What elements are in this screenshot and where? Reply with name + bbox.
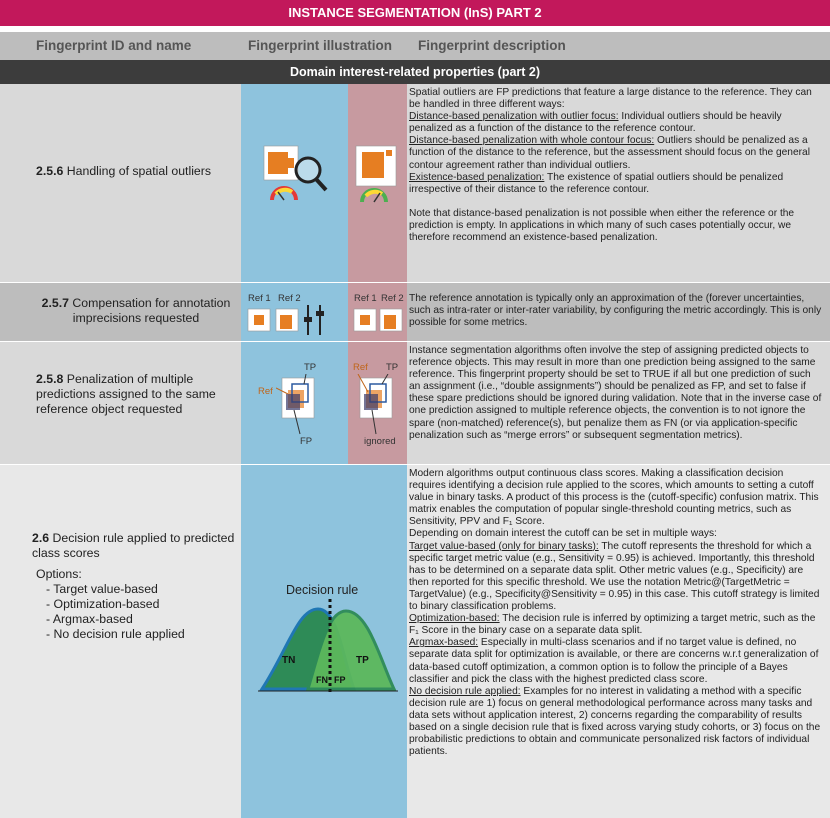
desc-option-4 [409, 686, 822, 759]
fingerprint-label: Penalization of multiple predictions assigned to the same reference object requested [36, 372, 216, 416]
row-2-6 [0, 465, 830, 818]
option-title: Argmax-based: [409, 637, 479, 649]
annotation-variability-illustration [246, 305, 346, 335]
option-title: Target value-based (only for binary tasks): [409, 540, 599, 552]
fingerprint-id: 2.5.8 [36, 372, 64, 386]
column-header [0, 32, 830, 60]
option-item: - Target value-based [46, 582, 158, 596]
decision-rule-illustration [258, 599, 398, 699]
fingerprint-id: 2.6 [32, 531, 50, 545]
fingerprint-id: 2.5.7 [41, 296, 69, 310]
row-2-5-7 [0, 283, 830, 341]
page-title: INSTANCE SEGMENTATION (InS) PART 2 [0, 0, 830, 26]
option-text: Examples for no interest in validating a method with a specific decision rule are 1) focus on general methodological performance across many tasks and data sets without application interest, 2) concerns regarding the comparability of results based on a single decision rule that is fixed across varying study cohorts, or 3) focus on the probabilistic predictions to obtain and communicate personalized risk factors of individual patients. [409, 685, 821, 758]
ref2-label: Ref 2 [278, 293, 301, 304]
desc-option-3 [409, 172, 822, 196]
option-item: - Optimization-based [46, 597, 160, 611]
option-text: Outliers should be penalized as a function of the distance to the reference, but the assessment should focus on the general contour agreement rather than individual outliers. [409, 135, 810, 171]
column-description-header: Fingerprint description [418, 38, 566, 53]
description-cell [407, 465, 830, 818]
option-item: - Argmax-based [46, 612, 133, 626]
options-list [32, 567, 237, 642]
desc-note: Note that distance-based penalization is not possible when either the reference or the prediction is empty. In applications in which many of such cases potentially occur, we therefore recommend an existence-based penalization. [409, 207, 795, 244]
description-cell [407, 84, 830, 282]
double-assignment-ignored-illustration [354, 374, 400, 436]
option-title: Existence-based penalization: [409, 171, 545, 183]
id-cell [0, 465, 241, 818]
tp-label: TP [386, 362, 399, 373]
id-cell [0, 84, 241, 282]
id-cell [0, 283, 241, 341]
fp-label: FP [300, 436, 313, 447]
fingerprint-label-cont: imprecisions requested [72, 311, 200, 325]
desc-option-2 [409, 613, 822, 637]
row-2-5-6 [0, 84, 830, 282]
option-text: Especially in multi-class scenarios and if no target value is defined, no separate data split for optimization is available, or there are concerns w.r.t generalization of data-based cutoff optimization, a common option is to follow the principle of a Bayes classifier and pick the class with the highest predicted class score. [409, 637, 819, 685]
tp-label: TP [356, 655, 369, 666]
outlier-focus-illustration [262, 142, 332, 214]
fingerprint-name [36, 296, 236, 326]
ref-label: Ref [258, 386, 273, 397]
option-title: Distance-based penalization with outlier focus: [409, 111, 619, 123]
tn-label: TN [282, 655, 296, 666]
fingerprint-label: Compensation for annotation [72, 296, 231, 310]
ref1-label: Ref 1 [354, 293, 377, 304]
fp-label: FP [334, 675, 346, 685]
fingerprint-id: 2.5.6 [36, 164, 64, 178]
desc-lead: Depending on domain interest the cutoff can be set in multiple ways: [409, 528, 717, 540]
double-assignment-fp-illustration [276, 374, 320, 436]
options-label: Options: [36, 567, 82, 581]
fingerprint-name [36, 372, 236, 417]
desc-option-3 [409, 637, 822, 685]
ref2-label: Ref 2 [381, 293, 404, 304]
fingerprint-name [36, 164, 211, 179]
option-title: Distance-based penalization with whole contour focus: [409, 135, 655, 147]
fingerprint-label: Handling of spatial outliers [66, 164, 212, 178]
column-illustration-header: Fingerprint illustration [248, 38, 392, 53]
annotation-compensated-illustration [352, 305, 406, 335]
tp-label: TP [304, 362, 317, 373]
decision-rule-title: Decision rule [286, 583, 359, 597]
option-item: - No decision rule applied [46, 627, 185, 641]
ref1-label: Ref 1 [248, 293, 271, 304]
option-text: The decision rule is inferred by optimizing a target metric, such as the F₁ Score in the binary case on a separate data split. [409, 613, 816, 637]
whole-contour-illustration [352, 142, 402, 214]
description-cell: Instance segmentation algorithms often involve the step of assigning predicted objects to reference objects. This may result in more than one prediction being assigned to the same reference. This fingerprint property should be set to TRUE if all but one prediction of such an assignment (i.e., “double assignments”) should be penalized as FP, and set to false if these spare predictions should be ignored during validation. Note that in the inverse case of one prediction assigned to multiple reference objects, the convention is to not ignore the spare (non-matched) reference(s), but penalize them as FN (or via application-specific penalization such as “merge errors” or subsequent segmentation metrics). [407, 342, 830, 464]
fingerprint-name [32, 531, 237, 642]
id-cell [0, 342, 241, 464]
fn-label: FN [316, 675, 328, 685]
ref-label: Ref [353, 362, 368, 373]
column-id-header: Fingerprint ID and name [36, 38, 192, 53]
ignored-label: ignored [364, 436, 396, 447]
desc-option-1 [409, 541, 822, 614]
description-cell: The reference annotation is typically only an approximation of the (forever uncertainties, such as intra-rater or inter-rater variability, by configuring the metric accordingly. This is only possible for some metrics. [407, 283, 830, 341]
section-header: Domain interest-related properties (part 2) [0, 60, 830, 84]
option-text: The cutoff represents the threshold for which a specific target metric value (e.g., Sensitivity = 0.95) is achieved. Importantly, this threshold has to be determined on a separate data split. Other metric values (e.g., Specificity) are then reported for this specific threshold. We use the notation Metric@(TargetMetric = TargetValue) (e.g., Specificity@Sensitivity = 0.95) in this case. This cutoff strategy is limited to binary classification problems. [409, 540, 820, 613]
fingerprint-label: Decision rule applied to predicted class scores [32, 531, 235, 560]
desc-intro: Modern algorithms output continuous class scores. Making a classification decision requires identifying a decision rule applied to the scores, which amounts to setting a cutoff value in binary tasks. A product of this process is the (cutoff-specific) confusion matrix. This matrix enables the computation of popular single-threshold counting metrics, such as Sensitivity, PPV and F₁ Score. [409, 468, 819, 528]
option-title: Optimization-based: [409, 613, 500, 625]
desc-intro: Spatial outliers are FP predictions that feature a large distance to the reference. They can be handled in three different ways: [409, 87, 812, 111]
desc-option-1 [409, 111, 822, 135]
option-text: Individual outliers should be heavily penalized as a function of the distance to the reference contour. [409, 111, 782, 135]
row-2-5-8 [0, 342, 830, 464]
option-title: No decision rule applied: [409, 685, 521, 697]
option-text: The existence of spatial outliers should be penalized irrespective of their distance to the reference contour. [409, 171, 784, 195]
desc-option-2 [409, 135, 822, 171]
